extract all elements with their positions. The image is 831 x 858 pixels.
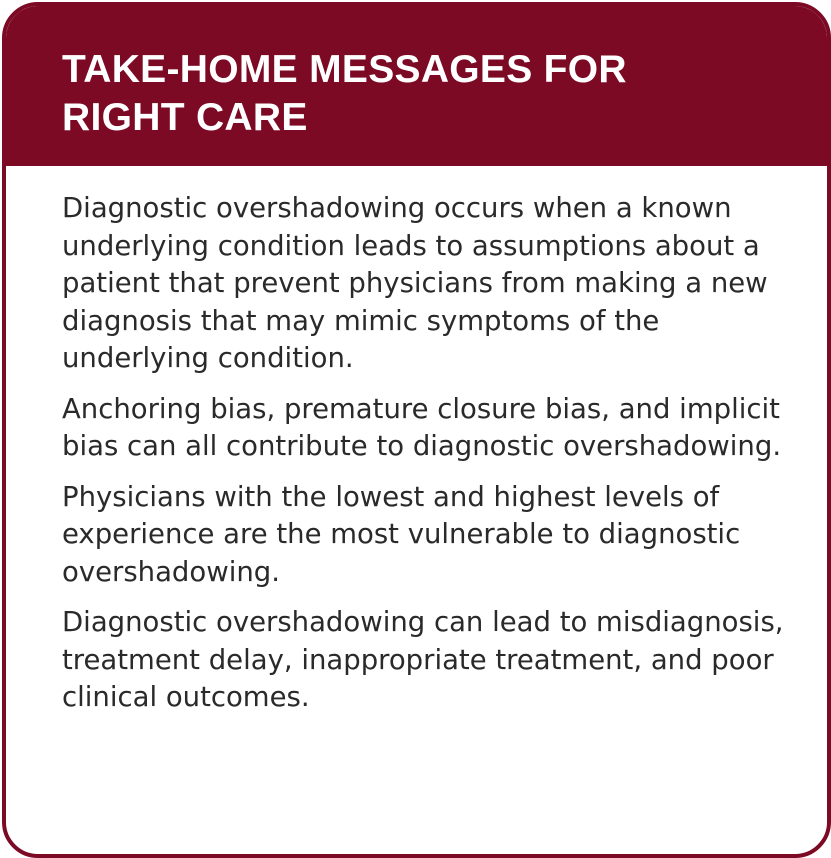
messages-list — [6, 166, 827, 717]
take-home-box — [2, 2, 831, 858]
message: Diagnostic overshadowing can lead to misdiagnosis, treatment delay, inappropriate treatment, and poor clinical outcomes. — [62, 606, 784, 713]
title-line-1: TAKE-HOME MESSAGES FOR — [62, 48, 627, 91]
message: Anchoring bias, premature closure bias, and implicit bias can all contribute to diagnostic overshadowing. — [62, 392, 782, 462]
box-header — [6, 6, 827, 166]
box-title — [62, 46, 827, 142]
message: Diagnostic overshadowing occurs when a known underlying condition leads to assumptions about a patient that prevent physicians from making a new diagnosis that may mimic symptoms of the underlying condition. — [62, 192, 768, 374]
title-line-2: RIGHT CARE — [62, 96, 308, 139]
message: Physicians with the lowest and highest levels of experience are the most vulnerable to diagnostic overshadowing. — [62, 480, 741, 588]
